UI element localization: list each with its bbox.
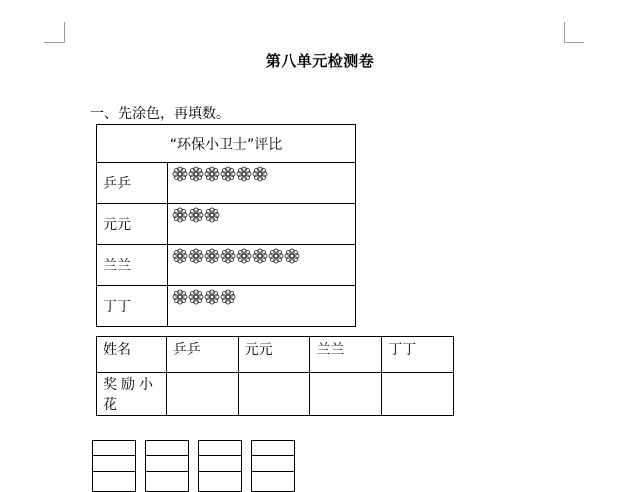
flower-icon <box>284 248 300 264</box>
flower-icon <box>172 248 188 264</box>
graph-gridline <box>93 455 135 456</box>
flower-icon <box>252 248 268 264</box>
count-answer-cell[interactable] <box>382 373 454 416</box>
tally-table <box>96 124 356 327</box>
crop-mark-top-right-h <box>564 42 584 43</box>
flower-icon <box>236 166 252 182</box>
flower-icon <box>236 248 252 264</box>
tally-name: 乒乒 <box>97 163 168 204</box>
count-header-label: 姓名 <box>97 337 167 373</box>
graph-column[interactable] <box>198 440 242 492</box>
count-table-header-row <box>97 337 454 373</box>
count-answer-cell[interactable] <box>166 373 238 416</box>
flower-icon <box>172 166 188 182</box>
flower-icon <box>188 289 204 305</box>
tally-flowers[interactable] <box>168 245 356 286</box>
flower-icon <box>172 289 188 305</box>
graph-column[interactable] <box>92 440 136 492</box>
crop-mark-top-left-v <box>64 22 65 43</box>
flower-icon <box>204 207 220 223</box>
flower-icon <box>188 248 204 264</box>
flower-icon <box>268 248 284 264</box>
flower-icon <box>204 289 220 305</box>
flower-icon <box>252 166 268 182</box>
crop-mark-top-left-h <box>44 42 64 43</box>
graph-gridline <box>93 471 135 472</box>
tally-name: 元元 <box>97 204 168 245</box>
question-1-prompt: 一、先涂色，再填数。 <box>90 106 230 122</box>
flower-icon <box>188 207 204 223</box>
tally-row <box>97 245 356 286</box>
graph-column[interactable] <box>145 440 189 492</box>
tally-row <box>97 204 356 245</box>
graph-gridline <box>199 471 241 472</box>
count-header-name: 元元 <box>238 337 310 373</box>
count-header-name: 乒乒 <box>166 337 238 373</box>
tally-flowers[interactable] <box>168 204 356 245</box>
count-table <box>96 336 454 416</box>
flower-icon <box>220 166 236 182</box>
graph-gridline <box>252 471 294 472</box>
tally-table-header: “环保小卫士”评比 <box>97 125 356 163</box>
count-table-value-row <box>97 373 454 416</box>
graph-gridline <box>146 471 188 472</box>
count-header-name: 兰兰 <box>310 337 382 373</box>
crop-mark-top-right-v <box>564 22 565 43</box>
tally-name: 兰兰 <box>97 245 168 286</box>
count-answer-cell[interactable] <box>310 373 382 416</box>
flower-icon <box>204 248 220 264</box>
count-answer-cell[interactable] <box>238 373 310 416</box>
flower-icon <box>172 207 188 223</box>
flower-icon <box>204 166 220 182</box>
graph-gridline <box>199 455 241 456</box>
flower-icon <box>220 289 236 305</box>
tally-row <box>97 163 356 204</box>
flower-icon <box>220 248 236 264</box>
page-title: 第八单元检测卷 <box>265 52 375 70</box>
tally-row <box>97 286 356 327</box>
flower-icon <box>188 166 204 182</box>
graph-gridline <box>252 455 294 456</box>
tally-name: 丁丁 <box>97 286 168 327</box>
graph-column[interactable] <box>251 440 295 492</box>
tally-flowers[interactable] <box>168 163 356 204</box>
count-header-name: 丁丁 <box>382 337 454 373</box>
tally-flowers[interactable] <box>168 286 356 327</box>
count-row-label: 奖励小花 <box>97 373 167 416</box>
graph-gridline <box>146 455 188 456</box>
